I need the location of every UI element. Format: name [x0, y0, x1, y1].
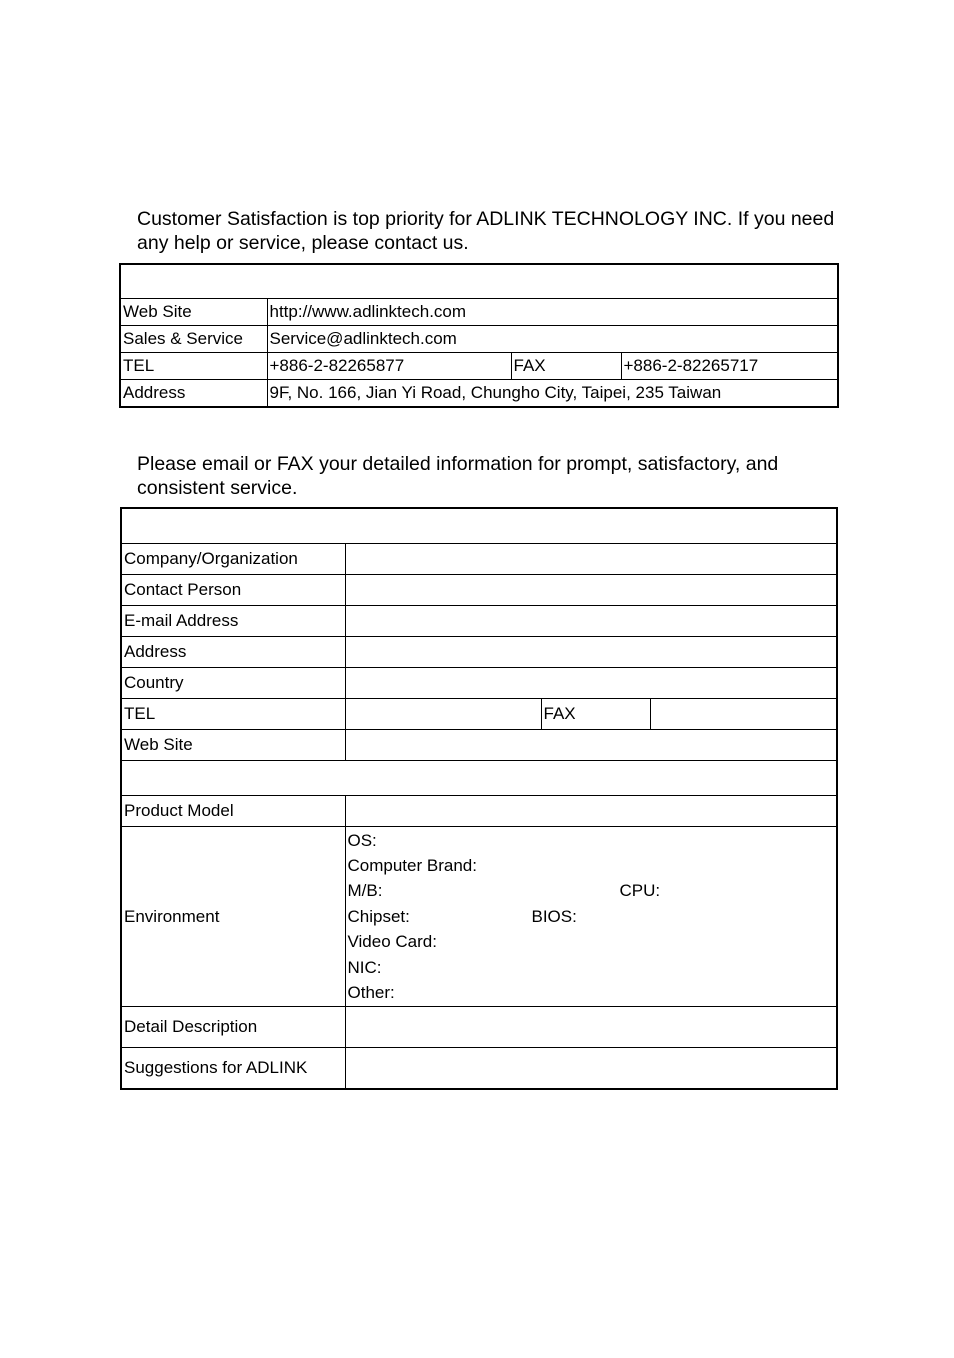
env-mb-label: M/B: — [347, 881, 383, 900]
suggestions-label: Suggestions for ADLINK — [121, 1048, 345, 1090]
form-tel-field[interactable] — [345, 699, 541, 730]
env-cpu-label: CPU: — [619, 881, 661, 900]
contact-table-heading — [120, 264, 838, 299]
contact-person-label: Contact Person — [121, 575, 345, 606]
suggestions-field[interactable] — [345, 1048, 837, 1090]
email-field[interactable] — [345, 606, 837, 637]
country-label: Country — [121, 668, 345, 699]
service-request-form — [120, 507, 838, 1090]
website-label: Web Site — [120, 299, 267, 326]
address-label: Address — [120, 380, 267, 408]
sales-service-label: Sales & Service — [120, 326, 267, 353]
email-label: E-mail Address — [121, 606, 345, 637]
company-field[interactable] — [345, 544, 837, 575]
fax-value: +886-2-82265717 — [621, 353, 838, 380]
form-address-label: Address — [121, 637, 345, 668]
form-intro-text: Please email or FAX your detailed information for prompt, satisfactory, and consistent service. — [137, 453, 779, 499]
detail-description-field[interactable] — [345, 1007, 837, 1048]
env-bios-label: BIOS: — [531, 907, 577, 926]
product-model-field[interactable] — [345, 796, 837, 827]
fax-label: FAX — [511, 353, 621, 380]
env-os-label: OS: — [347, 831, 377, 850]
contact-person-field[interactable] — [345, 575, 837, 606]
company-label: Company/Organization — [121, 544, 345, 575]
environment-field[interactable] — [345, 827, 837, 1007]
environment-label: Environment — [121, 827, 345, 1007]
product-info-heading — [121, 761, 837, 796]
customer-info-heading — [121, 508, 837, 544]
sales-service-email[interactable]: Service@adlinktech.com — [267, 326, 838, 353]
form-fax-field[interactable] — [650, 699, 837, 730]
detail-description-label: Detail Description — [121, 1007, 345, 1048]
env-computer-brand-label: Computer Brand: — [347, 856, 477, 875]
tel-value: +886-2-82265877 — [267, 353, 511, 380]
form-website-field[interactable] — [345, 730, 837, 761]
env-chipset-label: Chipset: — [347, 907, 410, 926]
contact-table — [119, 263, 839, 408]
address-value: 9F, No. 166, Jian Yi Road, Chungho City, Taipei, 235 Taiwan — [267, 380, 838, 408]
intro-text: Customer Satisfaction is top priority for ADLINK TECHNOLOGY INC. If you need any help or service, please contact us. — [137, 208, 835, 254]
form-fax-label: FAX — [541, 699, 650, 730]
form-address-field[interactable] — [345, 637, 837, 668]
product-model-label: Product Model — [121, 796, 345, 827]
env-video-card-label: Video Card: — [347, 932, 437, 951]
env-other-label: Other: — [347, 983, 395, 1002]
website-value[interactable]: http://www.adlinktech.com — [267, 299, 838, 326]
country-field[interactable] — [345, 668, 837, 699]
tel-label: TEL — [120, 353, 267, 380]
env-nic-label: NIC: — [347, 958, 382, 977]
form-website-label: Web Site — [121, 730, 345, 761]
form-tel-label: TEL — [121, 699, 345, 730]
